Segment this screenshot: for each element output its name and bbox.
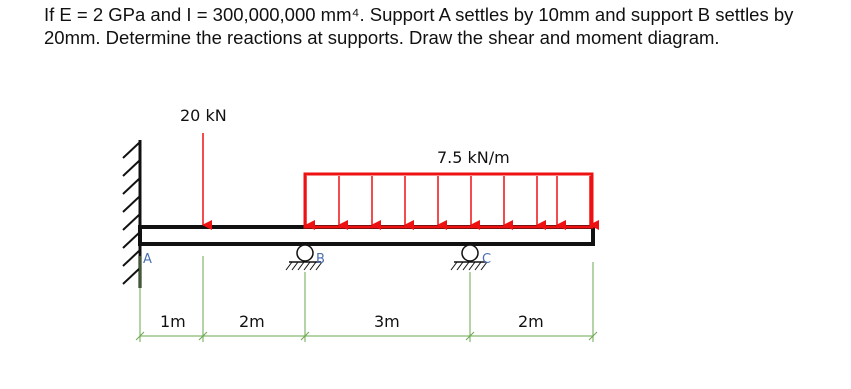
problem-statement: If E = 2 GPa and I = 300,000,000 mm⁴. Support A settles by 10mm and support B settles by 20mm. Determine the reactions at supports. Draw the shear and moment diagram. <box>44 4 794 48</box>
support-a-label: A <box>143 252 152 267</box>
dimension-label: 3m <box>374 312 400 331</box>
distributed-load-label: 7.5 kN/m <box>437 148 510 167</box>
fixed-wall-icon <box>123 140 140 288</box>
support-b-label: B <box>316 252 325 267</box>
point-load-label: 20 kN <box>180 106 227 125</box>
beam <box>140 227 593 244</box>
dimension-label: 2m <box>239 312 265 331</box>
distributed-load <box>305 174 592 227</box>
dimension-label: 1m <box>160 312 186 331</box>
dimension-label: 2m <box>518 312 544 331</box>
support-c-label: C <box>482 252 492 267</box>
